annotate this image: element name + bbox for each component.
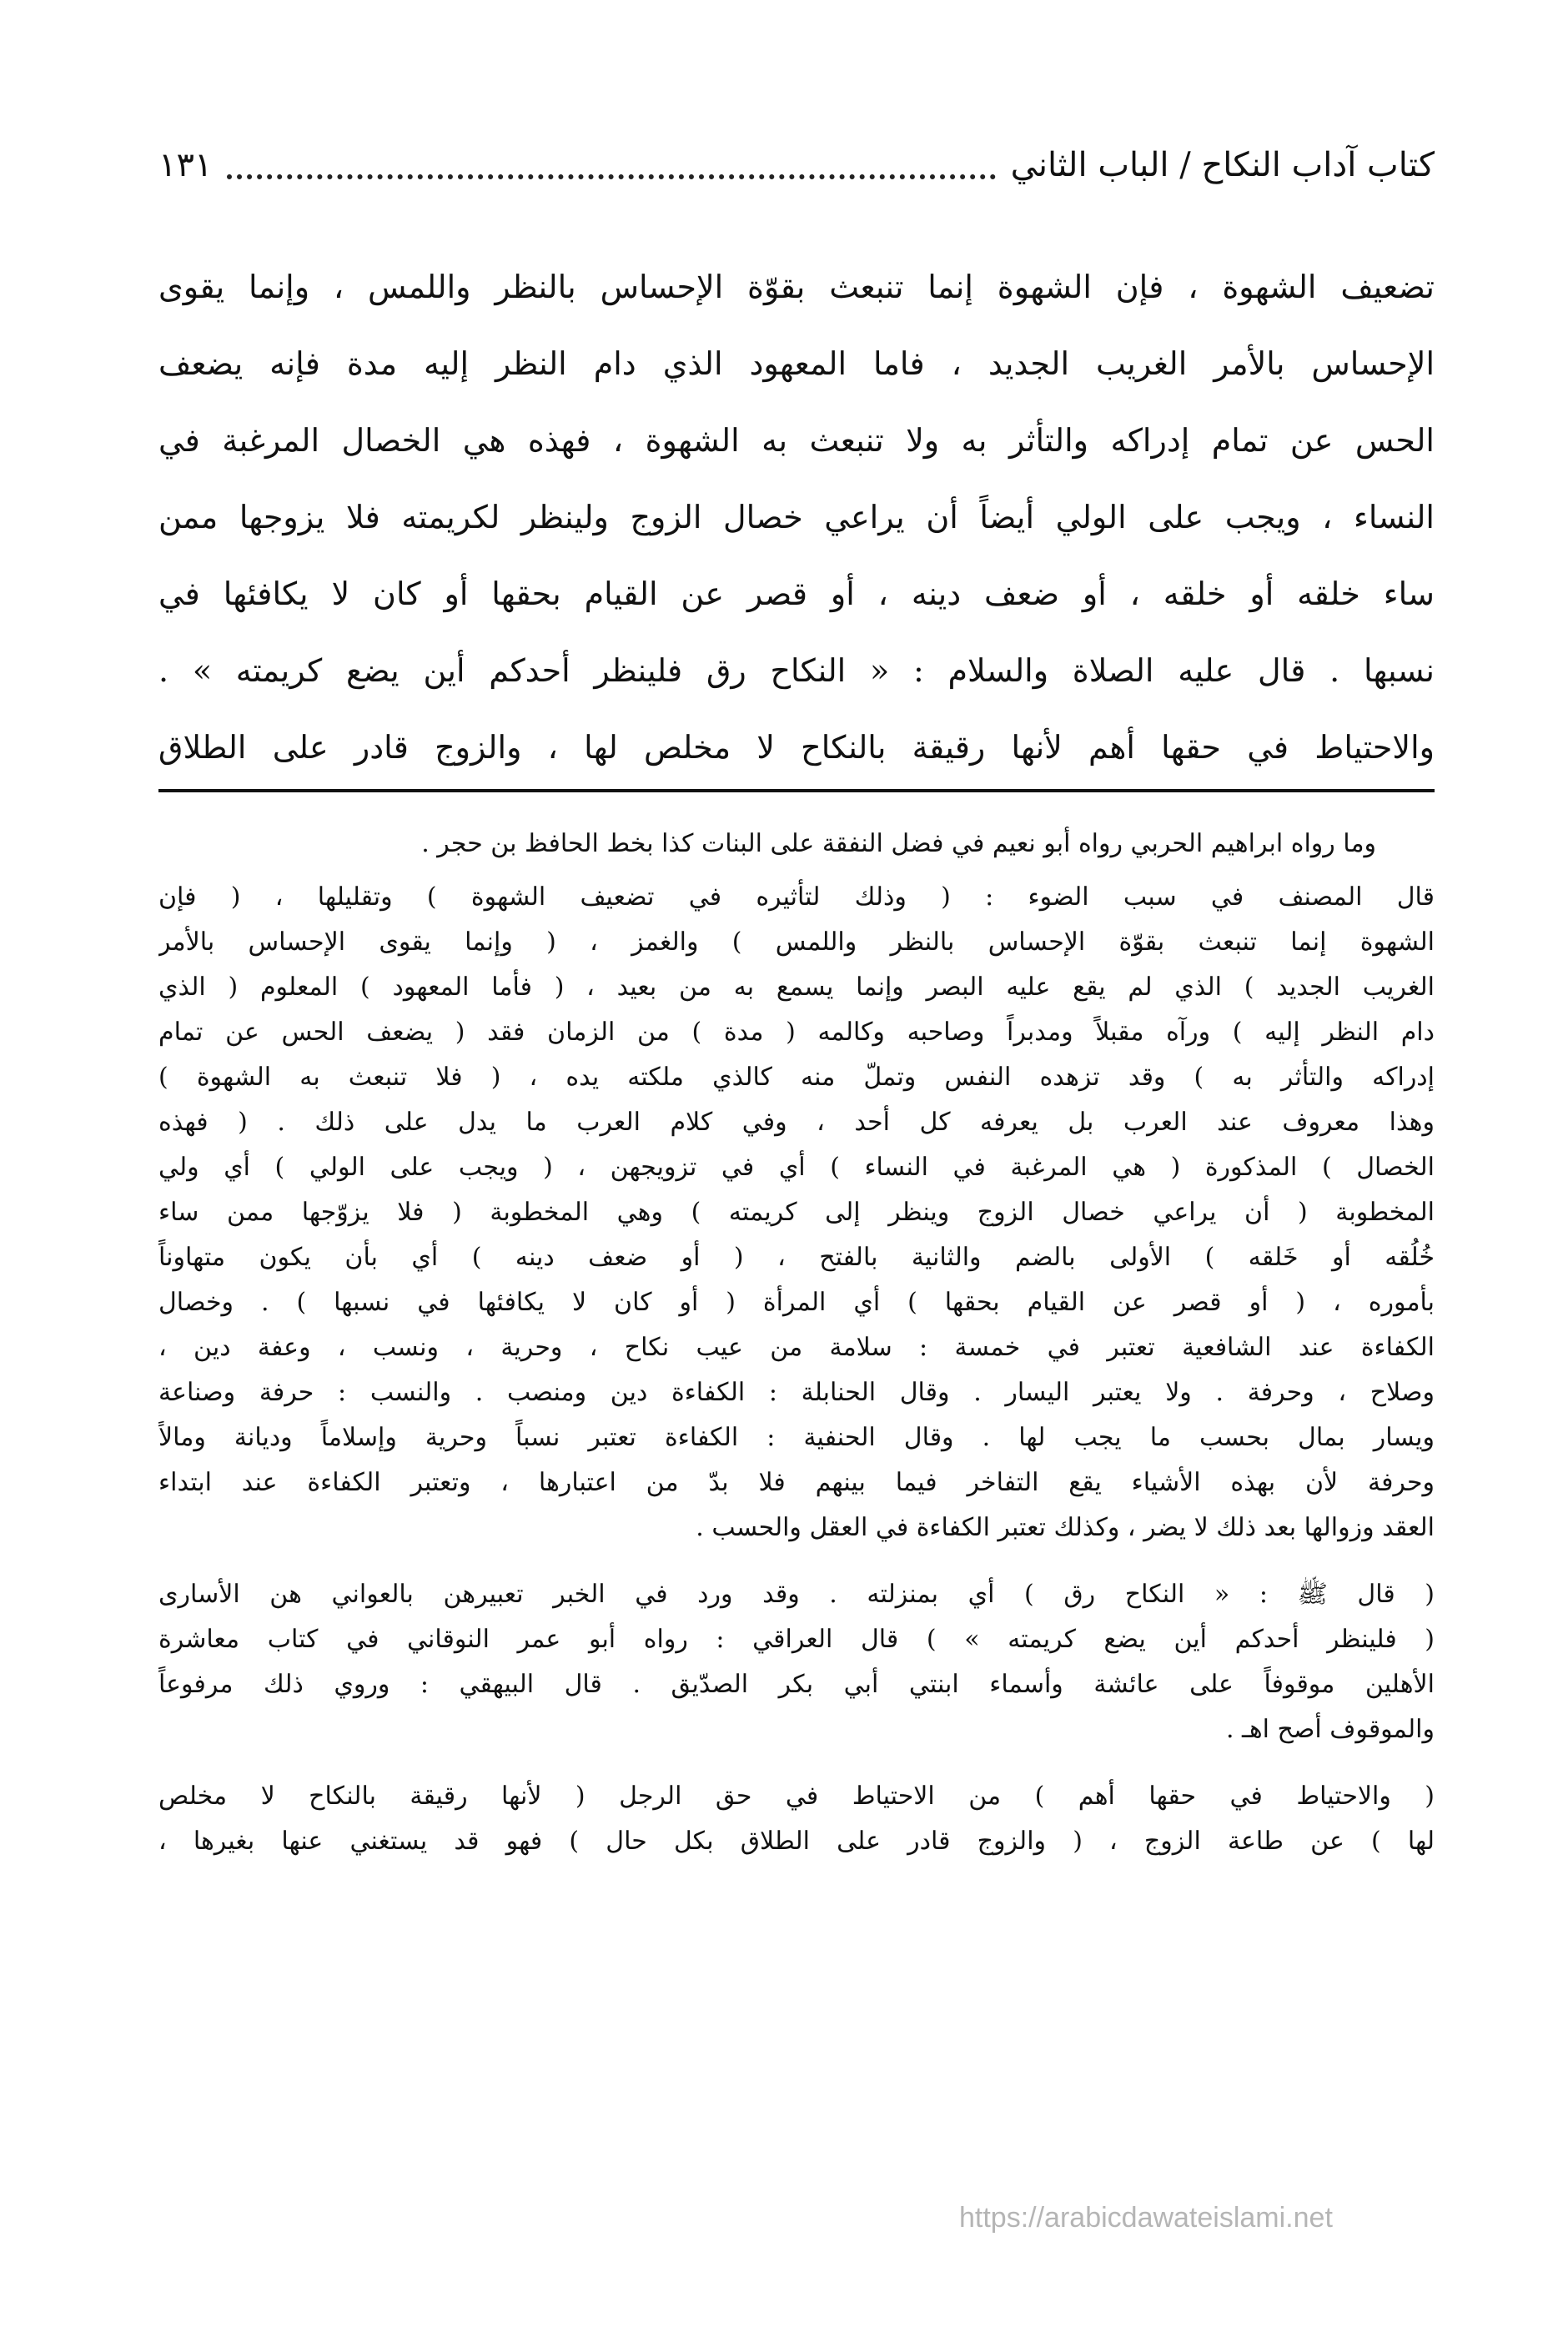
- commentary-paragraph-1: [158, 875, 1435, 1550]
- main-text-line: النساء ، ويجب على الولي أيضاً أن يراعي خصال الزوج ولينظر لكريمته فلا يزوجها ممن: [158, 499, 1435, 535]
- commentary-line: ويسار بمال بحسب ما يجب لها . وقال الحنفية : الكفاءة تعتبر نسباً وحرية وإسلاماً وديانة ومالاً: [158, 1423, 1435, 1452]
- main-text-line: تضعيف الشهوة ، فإن الشهوة إنما تنبعث بقوّة الإحساس بالنظر واللمس ، وإنما يقوى: [158, 269, 1435, 305]
- commentary-line: لها ) عن طاعة الزوج ، ( والزوج قادر على الطلاق بكل حال ) فهو قد يستغني عنها بغيرها ،: [158, 1827, 1435, 1856]
- footnote-separator: [158, 789, 1435, 792]
- paragraph-gap: [158, 1752, 1435, 1774]
- commentary-block: [158, 822, 1435, 1864]
- main-text-line: ساء خلقه أو خلقه ، أو ضعف دينه ، أو قصر عن القيام بحقها أو كان لا يكافئها في: [158, 575, 1435, 612]
- paragraph-gap: [158, 1550, 1435, 1572]
- main-text-line: نسبها . قال عليه الصلاة والسلام : « النكاح رق فلينظر أحدكم أين يضع كريمته » .: [158, 652, 1435, 689]
- commentary-line: بأموره ، ( أو قصر عن القيام بحقها ) أي المرأة ( أو كان لا يكافئها في نسبها ) . وخصال: [158, 1288, 1435, 1317]
- main-text-line: والاحتياط في حقها أهم لأنها رقيقة بالنكاح لا مخلص لها ، والزوج قادر على الطلاق: [158, 729, 1435, 766]
- commentary-line: ( قال ﷺ : « النكاح رق ) أي بمنزلته . وقد ورد في الخبر تعبيرهن بالعواني هن الأسارى: [158, 1580, 1435, 1609]
- commentary-line: إدراكه والتأثر به ) وقد تزهده النفس وتملّ منه كالذي ملكته يده ، ( فلا تنبعث به الشهوة ): [158, 1063, 1435, 1092]
- commentary-line: وصلاح ، وحرفة . ولا يعتبر اليسار . وقال الحنابلة : الكفاءة دين ومنصب . والنسب : حرفة وصناعة: [158, 1378, 1435, 1407]
- commentary-line: الخصال ) المذكورة ( هي المرغبة في النساء ) أي في تزويجهن ، ( ويجب على الولي ) أي ولي: [158, 1153, 1435, 1182]
- header-dot-leader: [227, 174, 995, 179]
- commentary-first-line: وما رواه ابراهيم الحربي رواه أبو نعيم في فضل النفقة على البنات كذا بخط الحافظ بن حجر .: [421, 829, 1376, 858]
- commentary-line: الكفاءة عند الشافعية تعتبر في خمسة : سلامة من عيب نكاح ، وحرية ، ونسب ، وعفة دين ،: [158, 1333, 1435, 1362]
- page-number: ١٣١: [158, 146, 213, 184]
- running-header: [158, 132, 1435, 199]
- commentary-line: قال المصنف في سبب الضوء : ( وذلك لتأثيره في تضعيف الشهوة ) وتقليلها ، ( فإن: [158, 882, 1435, 912]
- commentary-line: المخطوبة ( أن يراعي خصال الزوج وينظر إلى كريمته ) وهي المخطوبة ( فلا يزوّجها ممن ساء: [158, 1198, 1435, 1227]
- header-title: كتاب آداب النكاح / الباب الثاني: [1010, 146, 1435, 184]
- commentary-line: العقد وزوالها بعد ذلك لا يضر ، وكذلك تعتبر الكفاءة في العقل والحسب .: [696, 1513, 1435, 1542]
- commentary-line: ( والاحتياط في حقها أهم ) من الاحتياط في حق الرجل ( لأنها رقيقة بالنكاح لا مخلص: [158, 1782, 1435, 1811]
- commentary-line: وهذا معروف عند العرب بل يعرفه كل أحد ، وفي كلام العرب ما يدل على ذلك . ( فهذه: [158, 1108, 1435, 1137]
- commentary-line: ( فلينظر أحدكم أين يضع كريمته » ) قال العراقي : رواه أبو عمر النوقاني في كتاب معاشرة: [158, 1625, 1435, 1654]
- main-text-block: [158, 249, 1435, 786]
- main-text-line: الحس عن تمام إدراكه والتأثر به ولا تنبعث به الشهوة ، فهذه هي الخصال المرغبة في: [158, 422, 1435, 459]
- commentary-line: وحرفة لأن بهذه الأشياء يقع التفاخر فيما بينهم فلا بدّ من اعتبارها ، وتعتبر الكفاءة عند ابتداء: [158, 1468, 1435, 1497]
- commentary-paragraph-2: [158, 1572, 1435, 1752]
- commentary-line: الأهلين موقوفاً على عائشة وأسماء ابنتي أبي بكر الصدّيق . قال البيهقي : وروي ذلك مرفوعاً: [158, 1670, 1435, 1699]
- main-text-line: الإحساس بالأمر الغريب الجديد ، فاما المعهود الذي دام النظر إليه مدة فإنه يضعف: [158, 345, 1435, 382]
- commentary-line: الشهوة إنما تنبعث بقوّة الإحساس بالنظر واللمس ) والغمز ، ( وإنما يقوى الإحساس بالأمر: [158, 927, 1435, 957]
- commentary-line: الغريب الجديد ) الذي لم يقع عليه البصر وإنما يسمع به من بعيد ، ( فأما المعهود ) المعلوم ( الذي: [158, 973, 1435, 1002]
- commentary-line: خُلُقه أو خَلقه ) الأولى بالضم والثانية بالفتح ، ( أو ضعف دينه ) أي بأن يكون متهاوناً: [158, 1243, 1435, 1272]
- commentary-paragraph-3: [158, 1774, 1435, 1864]
- watermark-url: https://arabicdawateislami.net: [959, 2202, 1333, 2234]
- commentary-line: دام النظر إليه ) ورآه مقبلاً ومدبراً وصاحبه وكالمه ( مدة ) من الزمان فقد ( يضعف الحس عن تمام: [158, 1018, 1435, 1047]
- commentary-line: والموقوف أصح اهـ .: [1225, 1715, 1435, 1744]
